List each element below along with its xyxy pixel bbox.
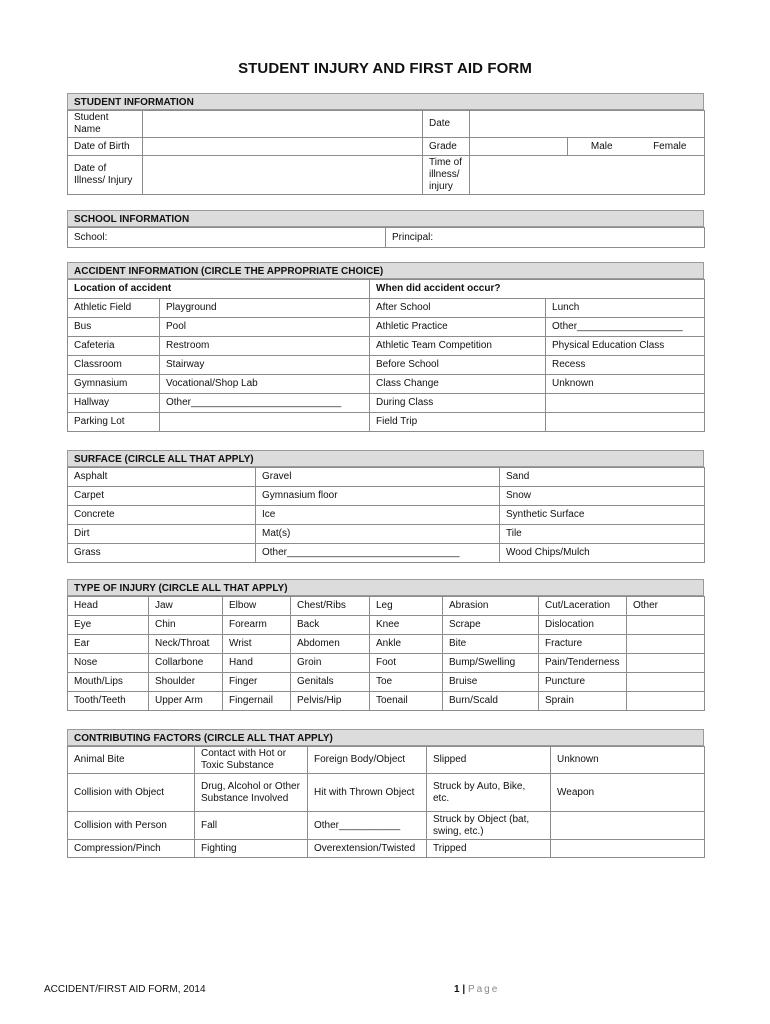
choice-cell[interactable]: Pelvis/Hip [291,692,370,711]
empty-cell [627,635,705,654]
time-of-injury-label: Time of illness/ injury [423,156,470,195]
principal-field[interactable]: Principal: [386,228,705,248]
date-field[interactable] [470,111,705,138]
date-of-birth-field[interactable] [143,138,423,156]
choice-cell[interactable]: Struck by Auto, Bike, etc. [427,774,551,812]
choice-cell[interactable]: Knee [370,616,443,635]
choice-cell[interactable]: Chest/Ribs [291,597,370,616]
choice-cell[interactable]: Bump/Swelling [443,654,539,673]
choice-cell[interactable]: Synthetic Surface [500,506,705,525]
choice-cell[interactable]: Parking Lot [68,413,160,432]
choice-cell[interactable]: Grass [68,544,256,563]
school-information-header: SCHOOL INFORMATION [67,210,704,227]
choice-cell[interactable]: Eye [68,616,149,635]
choice-cell[interactable]: Collarbone [149,654,223,673]
choice-cell[interactable]: Pool [160,318,370,337]
choice-cell[interactable]: Slipped [427,747,551,774]
choice-cell[interactable]: Sprain [539,692,627,711]
grade-label: Grade [423,138,470,156]
empty-cell [627,654,705,673]
empty-cell [551,812,705,840]
choice-cell[interactable]: Ear [68,635,149,654]
choice-cell[interactable]: Asphalt [68,468,256,487]
choice-cell[interactable]: Physical Education Class [546,337,705,356]
choice-cell[interactable]: Fracture [539,635,627,654]
choice-cell[interactable]: Other___________________________ [160,394,370,413]
choice-cell[interactable]: Sand [500,468,705,487]
choice-cell[interactable]: After School [370,299,546,318]
choice-cell[interactable]: Stairway [160,356,370,375]
student-information-table [67,110,705,195]
accident-information-section [67,262,704,432]
choice-cell[interactable]: Abrasion [443,597,539,616]
choice-cell[interactable]: Tooth/Teeth [68,692,149,711]
empty-cell [627,692,705,711]
choice-cell[interactable]: Playground [160,299,370,318]
choice-cell[interactable]: Athletic Field [68,299,160,318]
choice-cell[interactable]: Foreign Body/Object [308,747,427,774]
choice-cell[interactable]: Hallway [68,394,160,413]
choice-cell[interactable]: Head [68,597,149,616]
choice-cell[interactable]: Burn/Scald [443,692,539,711]
page-number: 1 [454,984,460,995]
choice-cell[interactable]: Other___________________ [546,318,705,337]
choice-cell[interactable]: Wood Chips/Mulch [500,544,705,563]
choice-cell[interactable]: Collision with Person [68,812,195,840]
choice-cell[interactable]: During Class [370,394,546,413]
date-of-birth-label: Date of Birth [68,138,143,156]
surface-table [67,467,705,563]
choice-cell[interactable]: Vocational/Shop Lab [160,375,370,394]
choice-cell[interactable]: Fingernail [223,692,291,711]
choice-cell[interactable]: Athletic Practice [370,318,546,337]
contributing-factors-section [67,729,704,858]
choice-cell[interactable]: Foot [370,654,443,673]
choice-cell[interactable]: Field Trip [370,413,546,432]
choice-cell[interactable]: Unknown [551,747,705,774]
surface-section [67,450,704,563]
contributing-factors-header: CONTRIBUTING FACTORS (CIRCLE ALL THAT APPLY) [67,729,704,746]
empty-cell [546,413,705,432]
choice-cell[interactable]: Wrist [223,635,291,654]
page-label: Page [467,984,500,995]
choice-cell[interactable]: Back [291,616,370,635]
choice-cell[interactable]: Forearm [223,616,291,635]
location-of-accident-header: Location of accident [68,280,370,299]
choice-cell[interactable]: Recess [546,356,705,375]
contributing-factors-table [67,746,705,858]
empty-cell [627,673,705,692]
choice-cell[interactable]: Bite [443,635,539,654]
choice-cell[interactable]: Neck/Throat [149,635,223,654]
choice-cell[interactable]: Class Change [370,375,546,394]
choice-cell[interactable]: Gravel [256,468,500,487]
date-label: Date [423,111,470,138]
grade-field[interactable] [470,138,568,156]
choice-cell[interactable]: Carpet [68,487,256,506]
school-information-table [67,227,705,248]
choice-cell[interactable]: Other_______________________________ [256,544,500,563]
school-information-section [67,210,704,248]
choice-cell[interactable]: Chin [149,616,223,635]
choice-cell[interactable]: Tile [500,525,705,544]
empty-cell [551,840,705,858]
choice-cell[interactable]: Ice [256,506,500,525]
choice-cell[interactable]: Groin [291,654,370,673]
empty-cell [627,616,705,635]
choice-cell[interactable]: Tripped [427,840,551,858]
choice-cell[interactable]: Scrape [443,616,539,635]
choice-cell[interactable]: Fall [195,812,308,840]
choice-cell[interactable]: Elbow [223,597,291,616]
student-information-header: STUDENT INFORMATION [67,93,704,110]
footer-form-name: ACCIDENT/FIRST AID FORM, 2014 [44,984,206,995]
school-field[interactable]: School: [68,228,386,248]
when-did-accident-occur-header: When did accident occur? [370,280,705,299]
choice-cell[interactable]: Restroom [160,337,370,356]
choice-cell[interactable]: Dirt [68,525,256,544]
choice-cell[interactable]: Fighting [195,840,308,858]
choice-cell[interactable]: Contact with Hot or Toxic Substance [195,747,308,774]
choice-cell[interactable]: Hit with Thrown Object [308,774,427,812]
choice-cell[interactable]: Leg [370,597,443,616]
type-of-injury-header: TYPE OF INJURY (CIRCLE ALL THAT APPLY) [67,579,704,596]
choice-cell[interactable]: Mat(s) [256,525,500,544]
surface-header: SURFACE (CIRCLE ALL THAT APPLY) [67,450,704,467]
choice-cell[interactable]: Before School [370,356,546,375]
type-of-injury-table [67,596,705,711]
choice-cell[interactable]: Struck by Object (bat, swing, etc.) [427,812,551,840]
choice-cell[interactable]: Snow [500,487,705,506]
type-of-injury-section [67,579,704,711]
choice-cell[interactable]: Hand [223,654,291,673]
choice-cell[interactable]: Compression/Pinch [68,840,195,858]
date-of-injury-field[interactable] [143,156,423,195]
accident-information-table [67,279,705,432]
choice-cell[interactable]: Other___________ [308,812,427,840]
date-of-injury-label: Date of Illness/ Injury [68,156,143,195]
choice-cell[interactable]: Nose [68,654,149,673]
choice-cell[interactable]: Concrete [68,506,256,525]
choice-cell[interactable]: Dislocation [539,616,627,635]
form-title: STUDENT INJURY AND FIRST AID FORM [238,60,532,77]
choice-cell[interactable]: Gymnasium floor [256,487,500,506]
empty-cell [160,413,370,432]
choice-cell[interactable]: Collision with Object [68,774,195,812]
choice-cell[interactable]: Athletic Team Competition [370,337,546,356]
choice-cell[interactable]: Jaw [149,597,223,616]
choice-cell[interactable]: Shoulder [149,673,223,692]
choice-cell[interactable]: Drug, Alcohol or Other Substance Involved [195,774,308,812]
male-option[interactable]: Male [568,138,636,156]
empty-cell [546,394,705,413]
choice-cell[interactable]: Genitals [291,673,370,692]
choice-cell[interactable]: Overextension/Twisted [308,840,427,858]
page-separator: | [462,984,466,995]
choice-cell[interactable]: Classroom [68,356,160,375]
choice-cell[interactable]: Abdomen [291,635,370,654]
accident-information-header: ACCIDENT INFORMATION (CIRCLE THE APPROPRIATE CHOICE) [67,262,704,279]
choice-cell[interactable]: Lunch [546,299,705,318]
choice-cell[interactable]: Weapon [551,774,705,812]
student-name-field[interactable] [143,111,423,138]
choice-cell[interactable]: Bus [68,318,160,337]
choice-cell[interactable]: Bruise [443,673,539,692]
choice-cell[interactable]: Toe [370,673,443,692]
choice-cell[interactable]: Puncture [539,673,627,692]
choice-cell[interactable]: Upper Arm [149,692,223,711]
student-name-label: Student Name [68,111,143,138]
choice-cell[interactable]: Toenail [370,692,443,711]
choice-cell[interactable]: Other [627,597,705,616]
choice-cell[interactable]: Ankle [370,635,443,654]
choice-cell[interactable]: Cafeteria [68,337,160,356]
student-information-section [67,93,704,195]
female-option[interactable]: Female [636,138,705,156]
footer-page-indicator [454,984,499,995]
choice-cell[interactable]: Gymnasium [68,375,160,394]
choice-cell[interactable]: Cut/Laceration [539,597,627,616]
choice-cell[interactable]: Animal Bite [68,747,195,774]
choice-cell[interactable]: Unknown [546,375,705,394]
choice-cell[interactable]: Mouth/Lips [68,673,149,692]
time-of-injury-field[interactable] [470,156,705,195]
choice-cell[interactable]: Pain/Tenderness [539,654,627,673]
choice-cell[interactable]: Finger [223,673,291,692]
